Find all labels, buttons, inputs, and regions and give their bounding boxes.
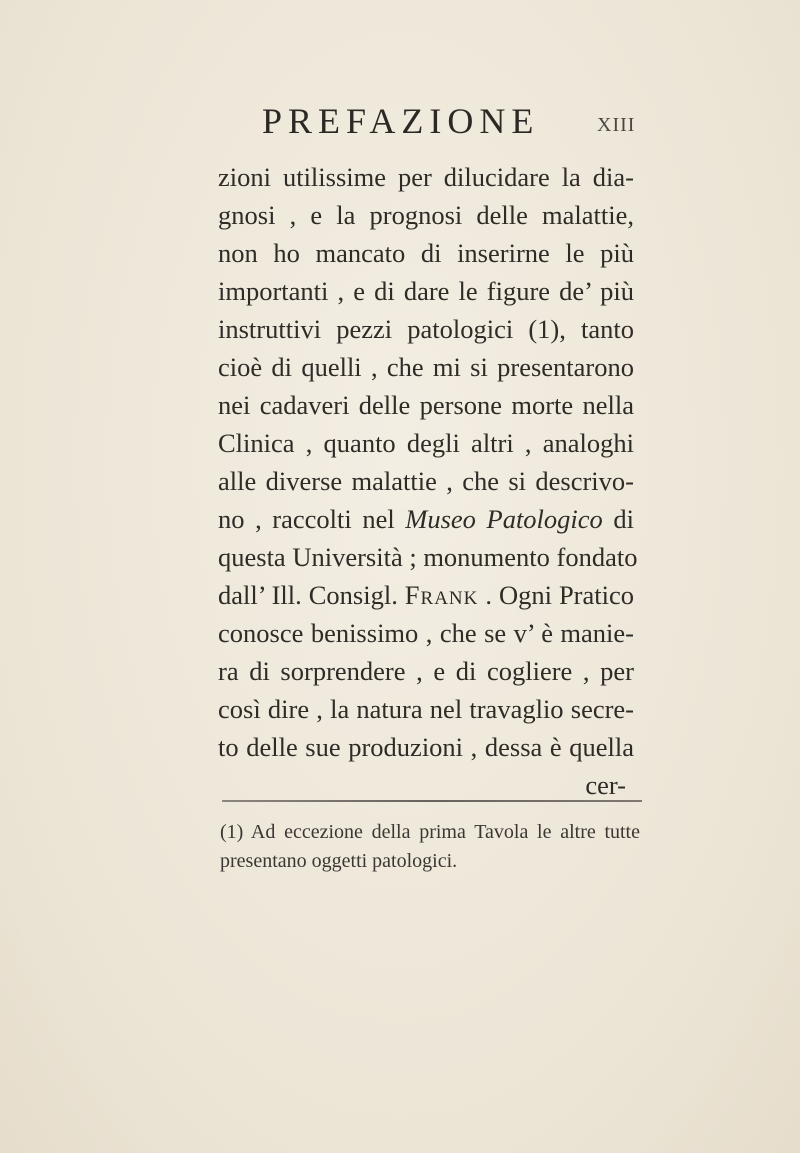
person-name: Frank (404, 580, 479, 610)
footnote-rule (222, 800, 642, 802)
text-line: importanti , e di dare le figure de’ più (218, 276, 634, 306)
page-number: XIII (597, 114, 636, 136)
text-line: alle diverse malattie , che si descrivo- (218, 466, 634, 496)
footnote-line: presentano oggetti patologici. (220, 850, 458, 872)
text-segment: . Ogni Pratico (478, 580, 634, 610)
text-line: nei cadaveri delle persone morte nella (218, 390, 634, 420)
text-line: to delle sue produzioni , dessa è quella (218, 732, 634, 762)
text-segment: dall’ Ill. Consigl. (218, 580, 405, 610)
running-head (0, 100, 800, 150)
text-line: gnosi , e la prognosi delle malattie, (218, 200, 634, 230)
text-line-museo (218, 500, 634, 538)
catchword: cer- (585, 770, 626, 800)
text-line: ra di sorprendere , e di cogliere , per (218, 656, 634, 686)
footnote (220, 818, 640, 876)
museum-name: Museo Patologico (405, 504, 603, 534)
text-line: zioni utilissime per dilucidare la dia- (218, 162, 634, 192)
text-line: Clinica , quanto degli altri , analoghi (218, 428, 634, 458)
text-line: così dire , la natura nel travaglio secre- (218, 694, 634, 724)
text-line: questa Università ; monumento fondato (218, 542, 638, 572)
text-segment: no , raccolti nel (218, 504, 406, 534)
footnote-line: (1) Ad eccezione della prima Tavola le altre tutte (220, 821, 640, 843)
text-line: instruttivi pezzi patologici (1), tanto (218, 314, 634, 344)
text-segment: di (602, 504, 635, 534)
text-line: cioè di quelli , che mi si presentarono (218, 352, 634, 382)
text-line: non ho mancato di inserirne le più (218, 238, 634, 268)
running-title: PREFAZIONE (262, 101, 540, 141)
text-line-frank (218, 576, 634, 614)
text-line: conosce benissimo , che se v’ è manie- (218, 618, 634, 648)
body-text (218, 158, 638, 804)
